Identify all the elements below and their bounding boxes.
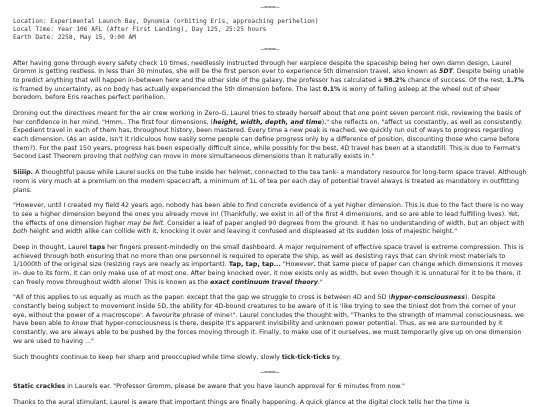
paragraph-8: Static crackles in Laurels ear. "Professor Gromm, please be aware that you have launch approval for 6 minutes from now.": [13, 382, 405, 390]
section-separator: —=≈=—: [260, 45, 280, 53]
scene-header: [13, 18, 527, 42]
paragraph-6: "All of this applies to us equally as much as the paper: except that the gap we struggle to cross is between 4D and 5D (hyper-consciousness). Despite constantly being subject to movement inside 5D, the ability for 4D-bound creatures to be aware of it is 'like trying to see the tiniest dot from the corner of your eye, without the power of a macroscope'. A favourite phrase of mine!". Laurel concludes the thought with, "Thanks to the strength of mammal consciousness, we have been able to know that hyper-consciousness is there, despite it's apparent invisibility and unknown power potential. Thus, as we are surrounded by it constantly, we are always able to be pushed by the forces moving through it. Finally, to make use of it ourselves, we must temporarily give up on one dimension we are used to having ...": [13, 294, 524, 345]
paragraph-5: Deep in thought, Laurel taps her fingers present-mindedly on the small dashboard. A major requirement of effective space travel is extreme compression. This is achieved through both ensuring that no more than one personnel is required to operate the ship, as well as desisting rays that can shrink most materials to 1/1000th of the original size (resizing rays are nearly as important). Tap, tap, tap... "However, that same piece of paper can change which dimensions it moves in- due to its form, it can only make use of at most one. After being knocked over, it now exists only as width, but even though it is unnatural for it to be there, it can freely move throughout width alone! This is known as the exact continuum travel theory.": [13, 243, 524, 286]
section-separator: —=≈=—: [260, 369, 280, 377]
paragraph-1: After having gone through every safety check 10 times, needlessly instructed through her earpiece despite the spaceship being her own damn design, Laurel Gromm is getting restless. In less than 30 minutes, she will be the first person ever to experience 5th dimension travel, also known as 5DT. Despite being unable to predict anything that will happen in-between here and the other side of the galaxy, the professor has calculated a 98.2% chance of success. Of the rest, 1.7% is framed by uncertainty, as no body has actually experienced the 5th dimension before. The last 0.1% is worry of falling asleep at the wheel out of sheer boredom, before Eris reaches perfect perihelion.: [13, 59, 525, 102]
local-time-line: Local Time: Year 106 AFL (After First Landing), Day 125, 25:25 hours: [13, 25, 267, 33]
paragraph-2: Droning out the directives meant for the air crew working in Zero-G, Laurel tries to steady herself about that one point seven percent risk, reviewing the basis of her confidence in her mind. "Hmm.. The first four dimensions, (height, width, depth, and time)," she reflects on, "affect us constantly, as well as consistently. Expedient travel in each of them has, throughout history, been mastered. Every time a new peak is reached, we quickly run out of ways to progress regarding each dimension. (As an aside, isn't it ridiculous how easily some people can define progress only by a difference of position, discounting those who came before them?). For the past 150 years, progress has been especially difficult since, while possibly for the best, 4D travel has been at a standstill. This is due to Fermat's Second Last Theorem proving that nothing can move in more simultaneous dimensions than it naturally exists in.": [13, 110, 523, 161]
paragraph-9: Thanks to the aural stimulant, Laurel is aware that important things are finally happening. A quick glance at the digital clock tells her the time is: [13, 398, 470, 406]
paragraph-7: Such thoughts continue to keep her sharp and preoccupied while time slowly, slowly tick-tick-ticks by.: [13, 353, 341, 361]
paragraph-3: Siiiip. A thoughtful pause while Laurel sucks on the tube inside her helmet, connected to the tea tank- a mandatory resource for long-term space travel. Although room is very much at a premium on the modern spacecraft, a minimum of 1L of tea per each day of potential travel always is treated as mandatory in outfitting plans.: [13, 169, 527, 194]
section-separator: —=≈=—: [260, 4, 280, 11]
earth-date-line: Earth Date: 2258, May 15, 9:00 AM: [13, 33, 136, 41]
paragraph-4: "However, until I created my field 42 years ago, nobody has been able to find concrete evidence of a yet higher dimension. This is due to the fact there is no way to see a higher dimension beyond the ones you already move in! (Thankfully, we exist in all of the first 4 dimensions, and so are able to lead fulfilling lives). Yet, the effects of one dimension higher may be felt. Consider a leaf of paper angled 90 degrees from the ground: it has no understanding of width, but an object with both height and width alike can collide with it, knocking it over and leaving it confused and displeased at its sudden loss of majestic height.": [13, 202, 525, 236]
location-line: Location: Experimental Launch Bay, Dynomia (orbiting Eris, approaching perihelion): [13, 17, 319, 25]
